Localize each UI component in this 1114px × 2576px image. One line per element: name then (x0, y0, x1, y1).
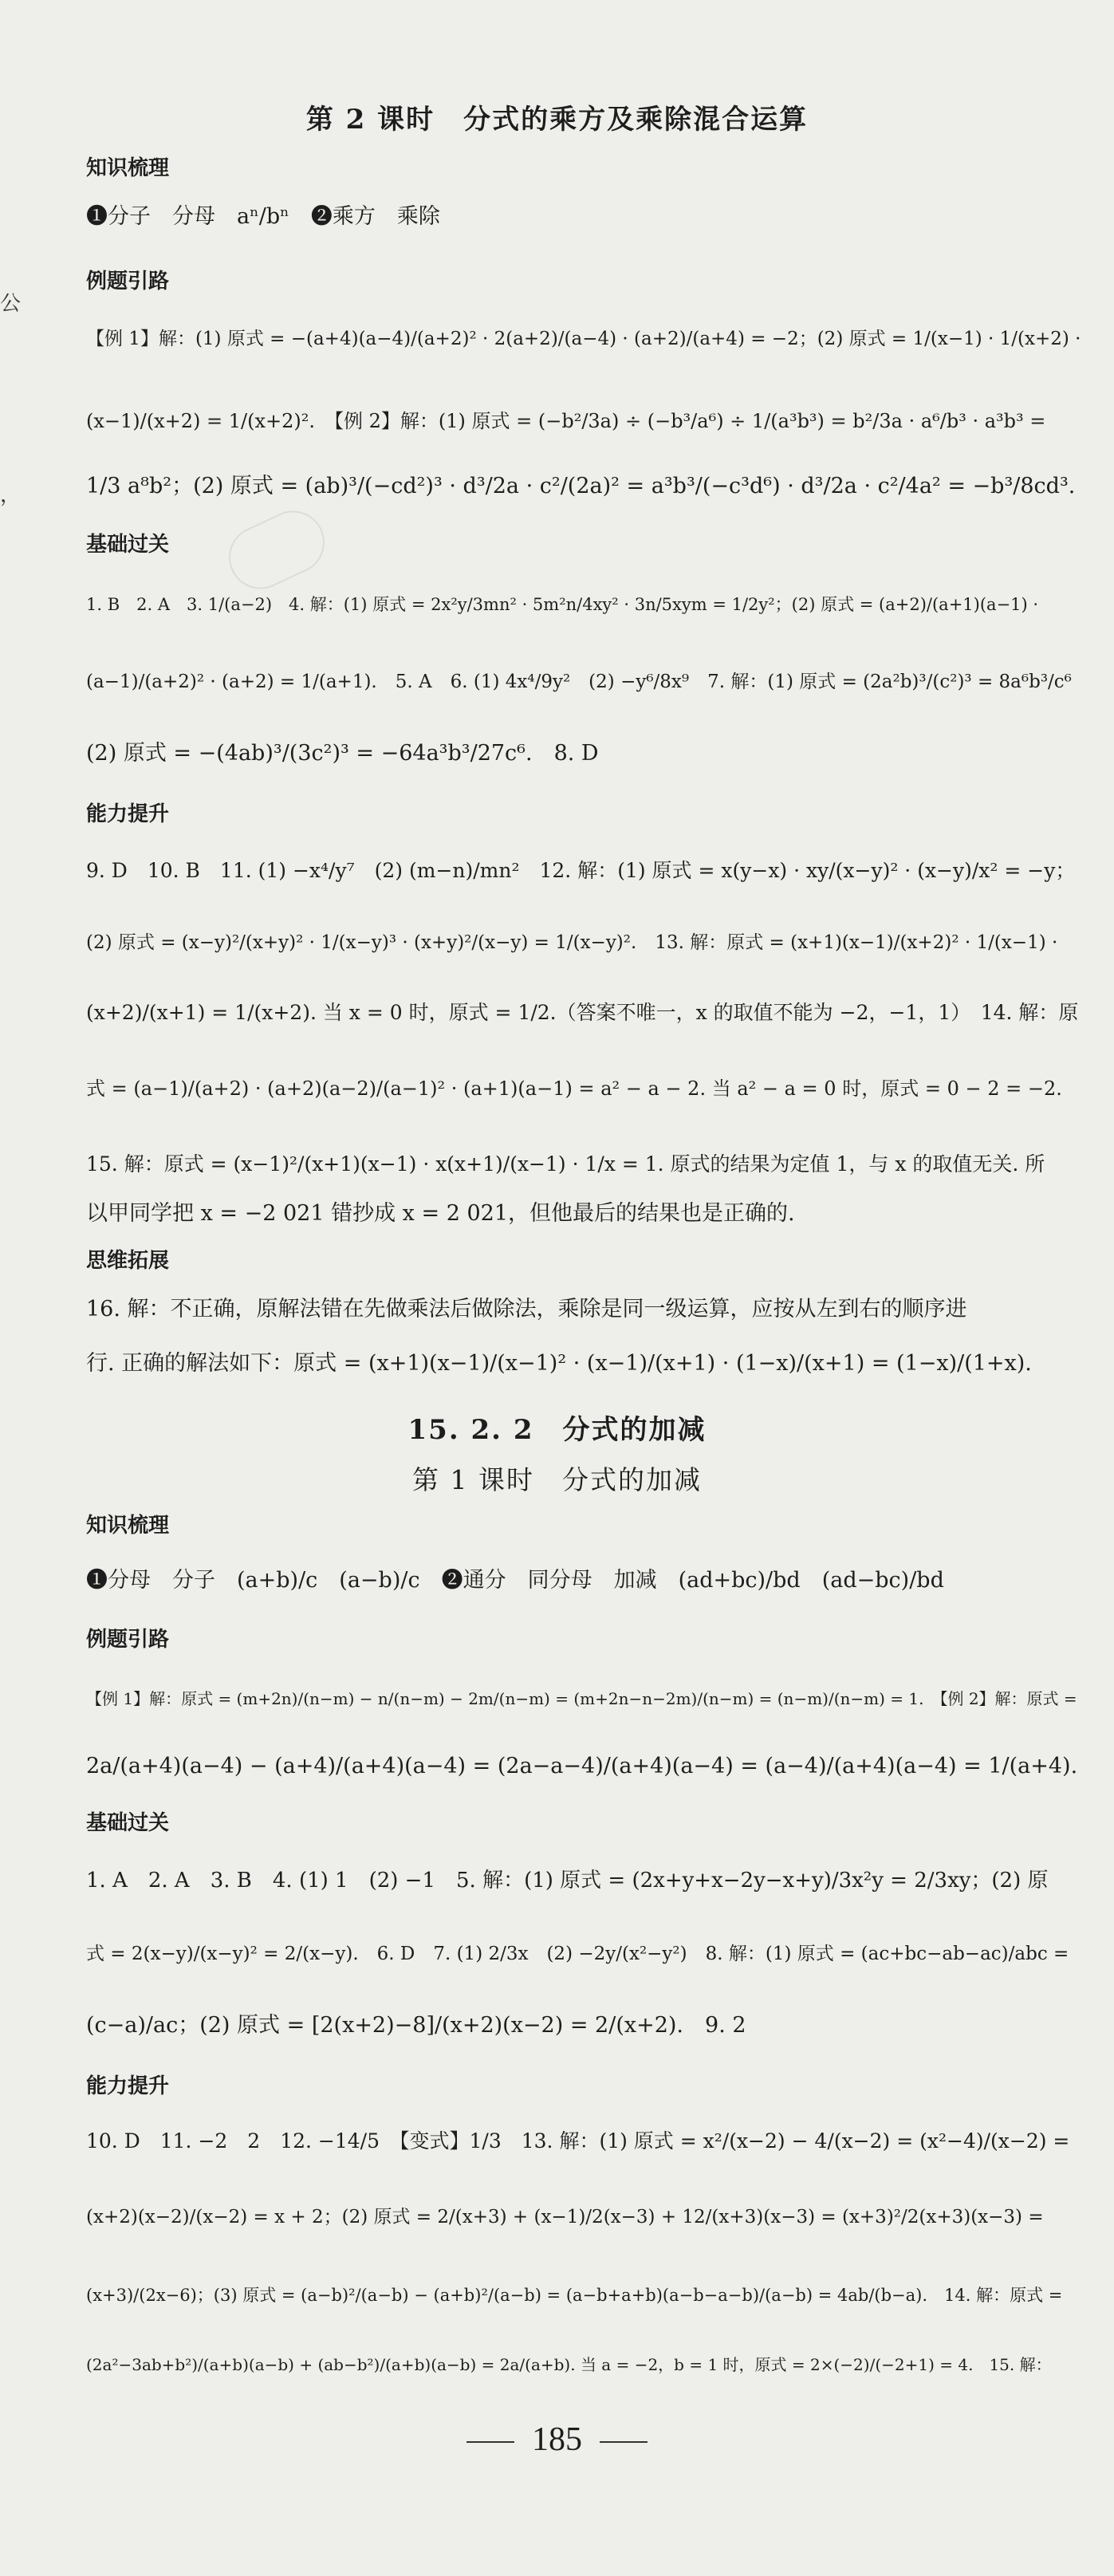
page-dash-left (466, 2441, 514, 2443)
ability2-line-2: (x+2)(x−2)/(x−2) = x + 2；(2) 原式 = 2/(x+3) + (x−1)/2(x−3) + 12/(x+3)(x−3) = (x+3)²/2(x+3)(x−3) = (86, 2207, 1044, 2227)
heading-examples-2: 例题引路 (86, 1628, 170, 1652)
page-dash-right (600, 2441, 648, 2443)
knowledge-line-2: ❶分母 分子 (a+b)/c (a−b)/c ❷通分 同分母 加减 (ad+bc)/bd (ad−bc)/bd (86, 1568, 944, 1593)
heading-basic: 基础过关 (86, 533, 170, 557)
basic2-line-1: 1. A 2. A 3. B 4. (1) 1 (2) −1 5. 解：(1) 原式 = (2x+y+x−2y−x+y)/3x²y = 2/3xy；(2) 原 (86, 1869, 1049, 1893)
lesson-subtitle: 第 1 课时 分式的加减 (412, 1464, 702, 1495)
think-line-1: 16. 解：不正确，原解法错在先做乘法后做除法，乘除是同一级运算，应按从左到右的顺序进 (86, 1297, 967, 1321)
example2-line-1: 【例 1】解：原式 = (m+2n)/(n−m) − n/(n−m) − 2m/(n−m) = (m+2n−n−2m)/(n−m) = (n−m)/(n−m) = 1. 【例 2】解：原式 = (86, 1689, 1077, 1708)
edge-char-2: ， (0, 483, 22, 507)
page-number: 185 (532, 2421, 582, 2458)
heading-knowledge: 知识梳理 (86, 156, 170, 180)
ability-line-1: 9. D 10. B 11. (1) −x⁴/y⁷ (2) (m−n)/mn² 12. 解：(1) 原式 = x(y−x) · xy/(x−y)² · (x−y)/x² = −y； (86, 859, 1076, 882)
heading-ability: 能力提升 (86, 802, 170, 826)
heading-basic-2: 基础过关 (86, 1811, 170, 1835)
page-number-wrap (0, 2420, 1114, 2459)
heading-knowledge-2: 知识梳理 (86, 1514, 170, 1538)
example-line-3: 1/3 a⁸b²；(2) 原式 = (ab)³/(−cd²)³ · d³/2a · c²/(2a)² = a³b³/(−c³d⁶) · d³/2a · c²/4a² = −b³/8cd³. (86, 474, 1076, 498)
watermark-stamp (218, 500, 335, 599)
example2-line-2: 2a/(a+4)(a−4) − (a+4)/(a+4)(a−4) = (2a−a−4)/(a+4)(a−4) = (a−4)/(a+4)(a−4) = 1/(a+4). (86, 1754, 1078, 1778)
ability-line-2: (2) 原式 = (x−y)²/(x+y)² · 1/(x−y)³ · (x+y)²/(x−y) = 1/(x−y)². 13. 解：原式 = (x+1)(x−1)/(x+2)² · 1/(x−1) · (86, 932, 1058, 953)
basic2-line-3: (c−a)/ac；(2) 原式 = [2(x+2)−8]/(x+2)(x−2) = 2/(x+2). 9. 2 (86, 2013, 746, 2038)
lesson-title: 第 2 课时 分式的乘方及乘除混合运算 (305, 104, 809, 136)
ability-line-3: (x+2)/(x+1) = 1/(x+2). 当 x = 0 时，原式 = 1/2.（答案不唯一，x 的取值不能为 −2，−1，1） 14. 解：原 (86, 1001, 1079, 1024)
heading-think: 思维拓展 (86, 1249, 170, 1273)
heading-examples: 例题引路 (86, 270, 170, 293)
knowledge-line: ❶分子 分母 aⁿ/bⁿ ❷乘方 乘除 (86, 204, 440, 229)
ability2-line-3: (x+3)/(2x−6)；(3) 原式 = (a−b)²/(a−b) − (a+b)²/(a−b) = (a−b+a+b)(a−b−a−b)/(a−b) = 4ab/(b−a). 14. 解：原式 = (86, 2286, 1063, 2305)
think-line-2: 行. 正确的解法如下：原式 = (x+1)(x−1)/(x−1)² · (x−1)/(x+1) · (1−x)/(x+1) = (1−x)/(1+x). (86, 1351, 1032, 1376)
ability2-line-4: (2a²−3ab+b²)/(a+b)(a−b) + (ab−b²)/(a+b)(a−b) = 2a/(a+b). 当 a = −2，b = 1 时，原式 = 2×(−2)/(−2+1) = 4. 15. 解： (86, 2355, 1052, 2374)
ability2-line-1: 10. D 11. −2 2 12. −14/5 【变式】1/3 13. 解：(1) 原式 = x²/(x−2) − 4/(x−2) = (x²−4)/(x−2) = (86, 2129, 1070, 2153)
basic2-line-2: 式 = 2(x−y)/(x−y)² = 2/(x−y). 6. D 7. (1) 2/3x (2) −2y/(x²−y²) 8. 解：(1) 原式 = (ac+bc−ab−ac)/abc = (86, 1944, 1069, 1964)
ability-line-4: 式 = (a−1)/(a+2) · (a+2)(a−2)/(a−1)² · (a+1)(a−1) = a² − a − 2. 当 a² − a = 0 时，原式 = 0 − 2 = −2. (86, 1077, 1062, 1100)
heading-ability-2: 能力提升 (86, 2074, 170, 2098)
edge-char-1: 公 (0, 292, 22, 316)
example-line-1: 【例 1】解：(1) 原式 = −(a+4)(a−4)/(a+2)² · 2(a+2)/(a−4) · (a+2)/(a+4) = −2；(2) 原式 = 1/(x−1) · 1/(x+2) · (86, 329, 1081, 349)
basic-line-2: (a−1)/(a+2)² · (a+2) = 1/(a+1). 5. A 6. (1) 4x⁴/9y² (2) −y⁶/8x⁹ 7. 解：(1) 原式 = (2a²b)³/(c²)³ = 8a⁶b³/c⁶ (86, 672, 1072, 692)
ability-line-5: 15. 解：原式 = (x−1)²/(x+1)(x−1) · x(x+1)/(x−1) · 1/x = 1. 原式的结果为定值 1，与 x 的取值无关. 所 (86, 1152, 1045, 1176)
section-title: 15. 2. 2 分式的加减 (407, 1414, 707, 1446)
basic-line-3: (2) 原式 = −(4ab)³/(3c²)³ = −64a³b³/27c⁶. 8. D (86, 741, 599, 766)
ability-line-6: 以甲同学把 x = −2 021 错抄成 x = 2 021，但他最后的结果也是正确的. (86, 1201, 795, 1226)
example-line-2: (x−1)/(x+2) = 1/(x+2)². 【例 2】解：(1) 原式 = (−b²/3a) ÷ (−b³/a⁶) ÷ 1/(a³b³) = b²/3a · a⁶/b³ · a³b³ = (86, 410, 1046, 432)
basic-line-1: 1. B 2. A 3. 1/(a−2) 4. 解：(1) 原式 = 2x²y/3mn² · 5m²n/4xy² · 3n/5xym = 1/2y²；(2) 原式 = (a+2)/(a+1)(a−1) · (86, 595, 1039, 614)
